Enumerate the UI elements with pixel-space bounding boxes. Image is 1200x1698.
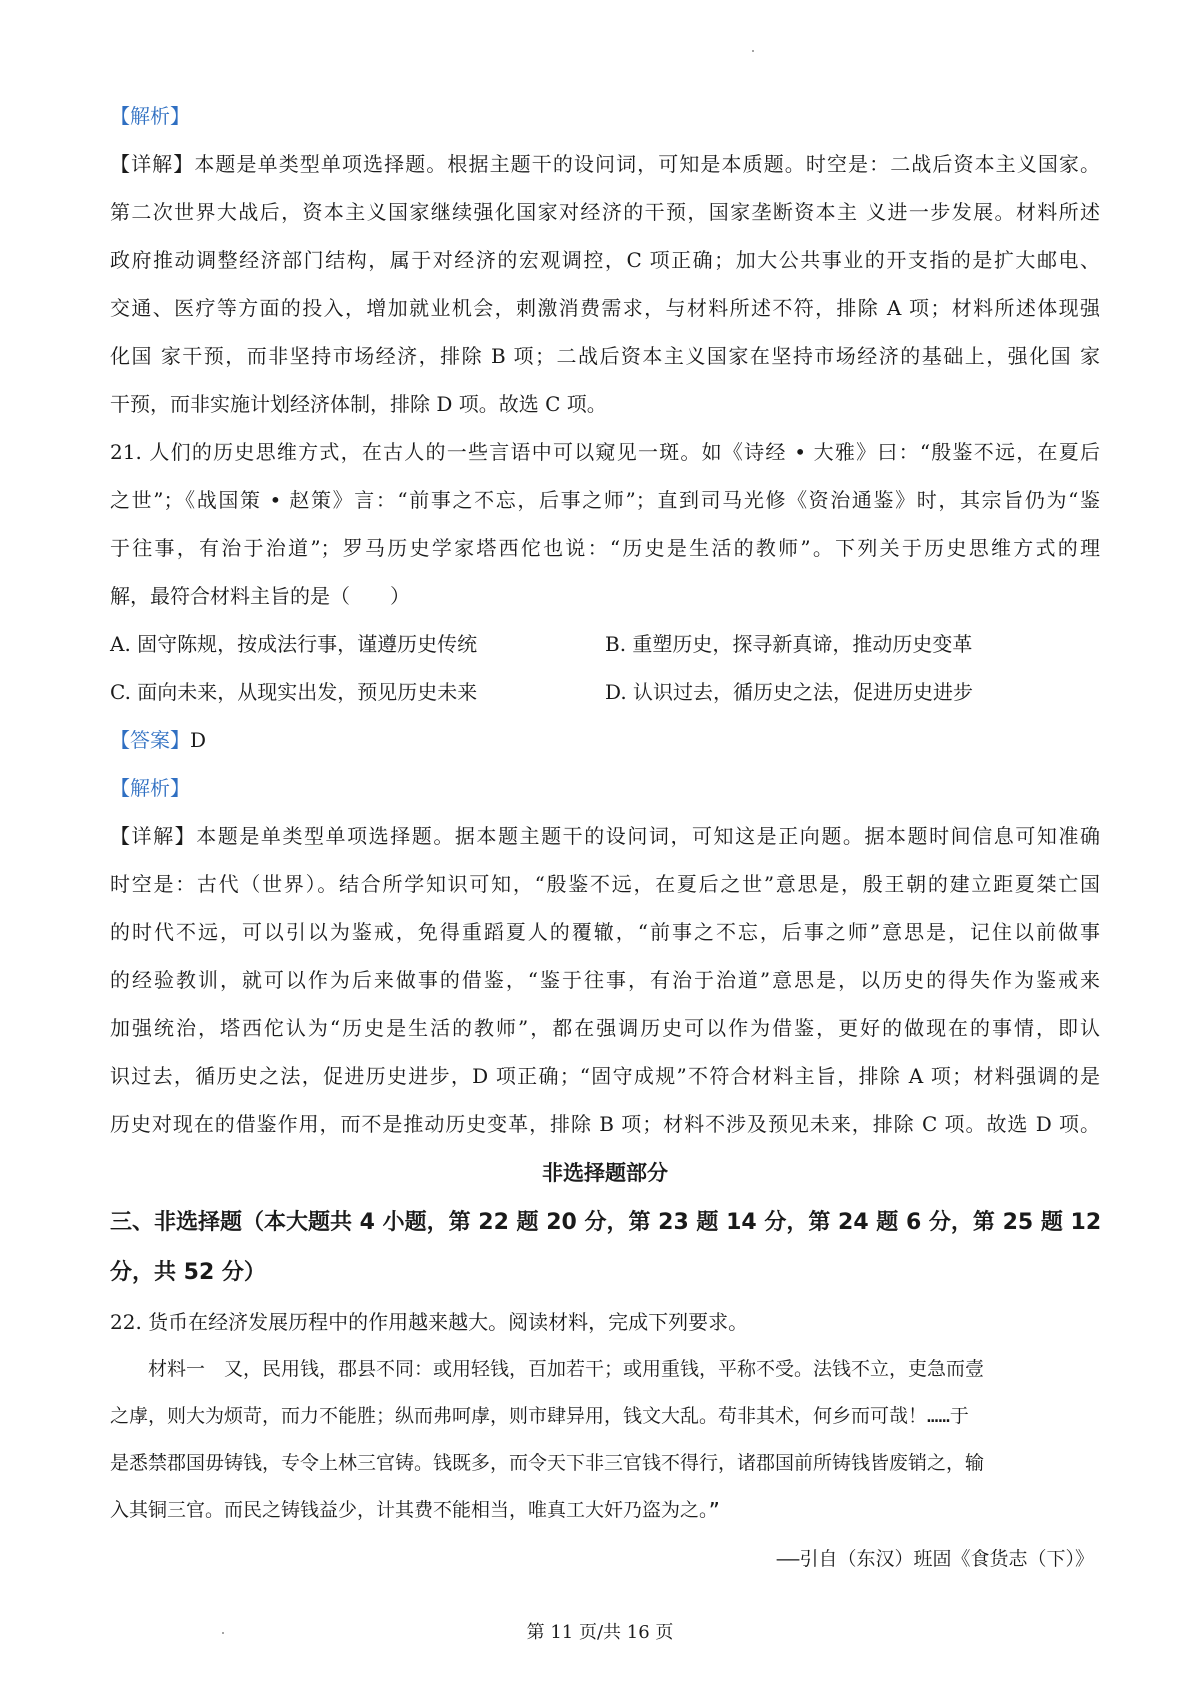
answer-label: 【答案】 — [110, 728, 190, 752]
detail-line: 时空是：古代（世界）。结合所学知识可知，“殷鉴不远，在夏后之世”意思是，殷王朝的建立距夏桀亡国 — [110, 872, 1100, 896]
detail-line: 加强统治，塔西佗认为“历史是生活的教师”，都在强调历史可以作为借鉴，更好的做现在的事情，即认 — [110, 1016, 1100, 1040]
material-line: 入其铜三官。而民之铸钱益少，计其费不能相当，唯真工大奸乃盗为之。” — [110, 1499, 720, 1521]
material-source: ——引自（东汉）班固《食货志（下）》 — [776, 1548, 1094, 1570]
option-d: D. 认识过去，循历史之法，促进历史进步 — [605, 680, 974, 704]
q21-options — [110, 620, 1100, 716]
section-heading-line: 分，共 52 分） — [110, 1260, 266, 1285]
detail-line: 【详解】本题是单类型单项选择题。据本题主题干的设问词，可知这是正向题。据本题时间信息可知准确 — [110, 824, 1100, 848]
answer-line — [110, 716, 1100, 764]
stem-line: 于往事，有治于治道”；罗马历史学家塔西佗也说：“历史是生活的教师”。下列关于历史思维方式的理 — [110, 536, 1100, 560]
detail-line: 交通、医疗等方面的投入，增加就业机会，刺激消费需求，与材料所述不符，排除 A 项；材料所述体现强 — [110, 296, 1100, 320]
stem-line: 解，最符合材料主旨的是（ ） — [110, 584, 410, 608]
material-line: 材料一 又，民用钱，郡县不同：或用轻钱，百加若干；或用重钱，平称不受。法钱不立，吏急而壹 — [148, 1358, 985, 1380]
detail-line: 干预，而非实施计划经济体制，排除 D 项。故选 C 项。 — [110, 392, 607, 416]
option-a: A. 固守陈规，按成法行事，谨遵历史传统 — [110, 632, 478, 656]
q20-detail — [110, 140, 1100, 428]
stem-line: 21. 人们的历史思维方式，在古人的一些言语中可以窥见一斑。如《诗经 • 大雅》曰：“殷鉴不远，在夏后 — [110, 440, 1100, 464]
q21-detail — [110, 812, 1100, 1148]
detail-line: 的经验教训，就可以作为后来做事的借鉴，“鉴于往事，有治于治道”意思是，以历史的得失作为鉴戒来 — [110, 968, 1100, 992]
material-line: 之虖，则大为烦苛，而力不能胜；纵而弗呵虖，则市肆异用，钱文大乱。苟非其术，何乡而可哉！……于 — [110, 1405, 969, 1427]
page-content — [110, 92, 1100, 1584]
analysis-label: 【解析】 — [110, 104, 190, 128]
analysis-label: 【解析】 — [110, 776, 190, 800]
detail-line: 【详解】本题是单类型单项选择题。根据主题干的设问词，可知是本质题。时空是：二战后资本主义国家。 — [110, 152, 1100, 176]
detail-line: 化国 家干预，而非坚持市场经济，排除 B 项；二战后资本主义国家在坚持市场经济的基础上，强化国 家 — [110, 344, 1100, 368]
section-heading-line: 三、非选择题（本大题共 4 小题，第 22 题 20 分，第 23 题 14 分，第 24 题 6 分，第 25 题 12 — [110, 1210, 1102, 1235]
option-b: B. 重塑历史，探寻新真谛，推动历史变革 — [605, 632, 973, 656]
page-number: 第 11 页/共 16 页 — [526, 1622, 674, 1643]
detail-line: 历史对现在的借鉴作用，而不是推动历史变革，排除 B 项；材料不涉及预见未来，排除 C 项。故选 D 项。 — [110, 1112, 1100, 1136]
detail-line: 第二次世界大战后，资本主义国家继续强化国家对经济的干预，国家垄断资本主 义进一步发展。材料所述 — [110, 200, 1100, 224]
detail-line: 的时代不远，可以引以为鉴戒，免得重蹈夏人的覆辙，“前事之不忘，后事之师”意思是，记住以前做事 — [110, 920, 1100, 944]
q21-stem — [110, 428, 1100, 620]
detail-line: 识过去，循历史之法，促进历史进步，D 项正确；“固守成规”不符合材料主旨，排除 A 项；材料强调的是 — [110, 1064, 1100, 1088]
detail-line: 政府推动调整经济部门结构，属于对经济的宏观调控，C 项正确；加大公共事业的开支指的是扩大邮电、 — [110, 248, 1100, 272]
q22-stem: 22. 货币在经济发展历程中的作用越来越大。阅读材料，完成下列要求。 — [110, 1310, 749, 1334]
scan-speck — [222, 1632, 224, 1634]
part-title: 非选择题部分 — [542, 1161, 668, 1185]
scan-speck — [752, 50, 754, 52]
answer-value: D — [190, 728, 207, 752]
section-heading — [110, 1198, 1100, 1298]
stem-line: 之世”；《战国策 • 赵策》言：“前事之不忘，后事之师”；直到司马光修《资治通鉴》时，其宗旨仍为“鉴 — [110, 488, 1100, 512]
q22-material — [110, 1346, 1100, 1534]
material-line: 是悉禁郡国毋铸钱，专令上林三官铸。钱既多，而令天下非三官钱不得行，诸郡国前所铸钱皆废销之，输 — [110, 1452, 985, 1474]
option-c: C. 面向未来，从现实出发，预见历史未来 — [110, 680, 478, 704]
